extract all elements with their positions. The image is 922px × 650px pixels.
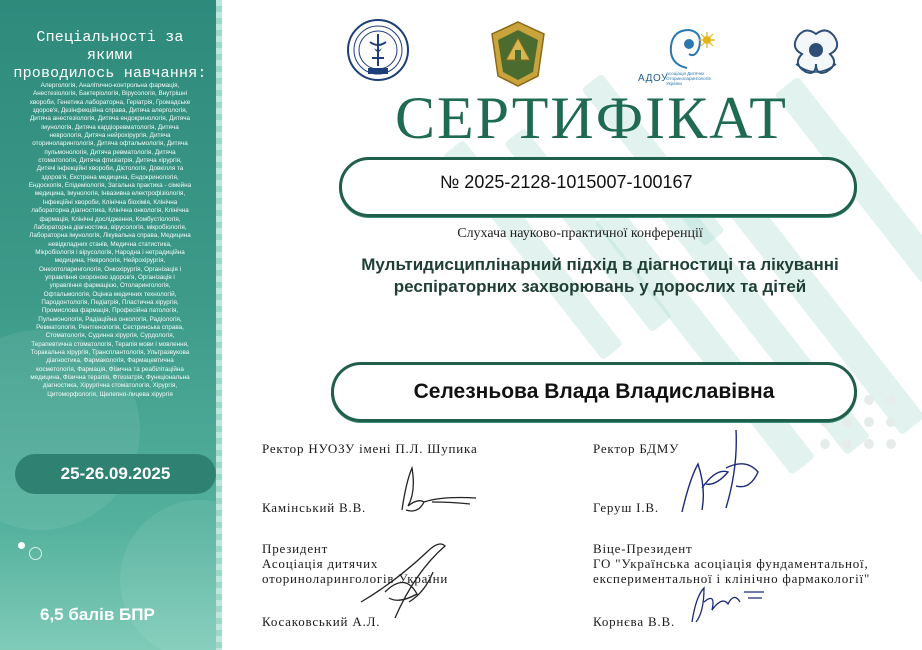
signer-4-role-line3: експериментальної і клінічно фармакології" (593, 571, 871, 586)
signature-2 (676, 428, 776, 518)
signer-2-role: Ректор БДМУ (593, 441, 680, 456)
signer-3-name: Косаковський А.Л. (262, 614, 381, 629)
event-date-badge: 25-26.09.2025 (15, 454, 216, 494)
certificate-title: СЕРТИФІКАТ (395, 85, 788, 151)
adou-caption: АДОУ (638, 73, 669, 84)
university-seal-logo (346, 18, 410, 82)
signature-4 (682, 582, 772, 626)
signature-1 (372, 462, 482, 520)
participant-label: Слухача науково-практичної конференції (457, 226, 703, 241)
specialties-title: Спеціальності за якими проводилось навчання: (13, 29, 207, 82)
signer-1-name: Камінський В.В. (262, 500, 367, 515)
conference-title: Мультидисциплінарний підхід в діагностиці та лікуванні респіраторних захворювань у дорослих та дітей (361, 255, 839, 296)
specialties-list: Алергологія, Аналітично-контрольна фармація, Анестезіологія, Бактеріологія, Вірусологія, Внутрішні хвороби, Генетика лабораторна, Геріатрія, Громадське здоров'я, Дезінфекційна справа, Дитяча алергологія, Дитяча анестезіологія, Дитяча ендокринологія, Дитяча імунологія, Дитяча кардіоревматологія, Дитяча неврологія, Дитяча нейрохірургія, Дитяча оториноларингологія, Дитяча офтальмологія, Дитяча пульмонологія, Дитяча ревматологія, Дитяча стоматологія, Дитяча фтизіатрія, Дитяча хірургія, Дитячі інфекційні хвороби, Дієтологія, Довкілля та здоров'я, Екстрена медицина, Ендокринологія, Ендоскопія, Епідеміологія, Загальна практика - сімейна медицина, Імунологія, Інвазивна електрофізіологія, Інфекційні хвороби, Клінічна біохімія, Клінічна лабораторна діагностика, Клінічна онкологія, Клінічна фармація, Клінічні дослідження, Комбустіологія, Лабораторна діагностика, вірусологія, мікробіологія, Лабораторна імунологія, Лікувальна справа, Медицина невідкладних станів, Медична статистика, Мікробіологія і вірусологія, Народна і нетрадиційна медицина, Неврологія, Нейрохірургія, Онкоотоларингологія, Онкохірургія, Організація і управління охороною здоров'я, Організація і управління фармацією, Отоларингологія, Офтальмологія, Оцінка медичних технологій, Пародонтологія, Педіатрія, Пластична хірургія, Промислова фармація, Професійна патологія, Пульмонологія, Радіаційна онкологія, Радіологія, Ревматологія, Рентгенологія, Сестринська справа, Стоматологія, Судинна хірургія, Сурдологія, Терапевтична стоматологія, Терапія мови і мовлення, Торакальна хірургія, Трансплантологія, Ультразвукова діагностика, Фармакологія, Фармацевтична косметологія, Фармація, Фізична та реабілітаційна медицина, Фізична терапія, Фтизіатрія, Функціональна діагностика, Хірургічна стоматологія, Хірургія, Цитоморфологія, Щелепно-лицева хірургія (28, 82, 192, 398)
signer-4-name: Корнєва В.В. (593, 614, 675, 629)
signature-3 (355, 532, 475, 624)
adou-logo (659, 24, 721, 72)
signer-3-role-line3: оториноларингологів України (262, 571, 449, 586)
credits-label: 6,5 балів БПР (40, 605, 155, 624)
signer-4-role-line1: Віце-Президент (593, 541, 693, 556)
left-panel (0, 0, 222, 650)
decor-dot (18, 542, 25, 549)
pharmacology-association-logo (786, 24, 846, 80)
certificate-number: № 2025-2128-1015007-100167 (440, 172, 693, 192)
signer-2-name: Геруш І.В. (593, 500, 659, 515)
signer-1-role: Ректор НУОЗУ імені П.Л. Шупика (262, 441, 478, 456)
signer-3-role-line1: Президент (262, 541, 329, 556)
adou-description: Асоціація Дитячих Оториноларингологів України (666, 71, 711, 86)
panel-stripe (216, 0, 222, 650)
university-emblem-logo (488, 20, 548, 88)
signer-3-role-line2: Асоціація дитячих (262, 556, 379, 571)
recipient-name: Селезньова Влада Владиславівна (413, 380, 775, 403)
decor-glow (120, 500, 222, 650)
decor-dot (29, 547, 42, 560)
signer-4-role-line2: ГО "Українська асоціація фундаментальної, (593, 556, 869, 571)
